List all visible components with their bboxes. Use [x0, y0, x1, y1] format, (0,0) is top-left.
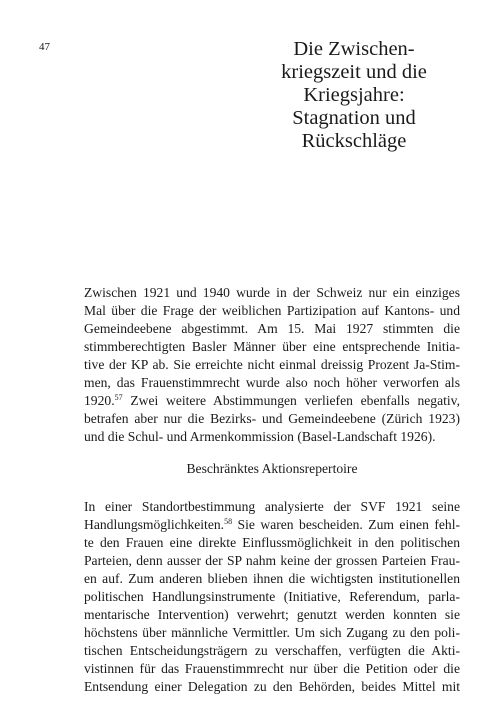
text-line: Zwischen 1921 und 1940 wurde in der Schweiz nur ein einziges — [84, 285, 460, 300]
footnote-ref-57[interactable]: 57 — [114, 393, 123, 402]
text-line: en auf. Zum anderen blieben ihnen die wichtigsten institutionellen — [84, 571, 460, 586]
text-line: politischen Handlungsinstrumente (Initiative, Referendum, parla- — [84, 589, 460, 604]
chapter-title-line: kriegszeit und die — [281, 61, 427, 83]
section-heading: Beschränktes Aktionsrepertoire — [186, 461, 358, 476]
text-line: stimmberechtigten Basler Männer über eine entsprechende Initia- — [84, 339, 460, 354]
text-line: mentarische Intervention) verwehrt; genutzt werden konnten sie — [84, 607, 460, 622]
text-line — [84, 516, 460, 534]
chapter-title — [250, 38, 458, 153]
text-line: Entsendung einer Delegation zu den Behörden, beides Mittel mit — [84, 679, 460, 694]
text-line: In einer Standortbestimmung analysierte der SVF 1921 seine — [84, 499, 460, 514]
text-line: Gemeindeebene abgestimmt. Am 15. Mai 1927 stimmten die — [84, 321, 460, 336]
chapter-title-line: Die Zwischen- — [293, 38, 415, 60]
text-line: tischen Entscheidungsträgern zu verschaffen, verfügten die Akti- — [84, 643, 460, 658]
text-line: betrafen aber nur die Bezirks- und Gemeindeebene (Zürich 1923) — [84, 411, 460, 426]
text-line — [84, 392, 460, 410]
chapter-title-line: Rückschläge — [301, 130, 407, 152]
chapter-title-line: Kriegsjahre: — [303, 84, 405, 106]
text-line: te den Frauen eine direkte Einflussmöglichkeit in den politischen — [84, 535, 460, 550]
body-paragraph-intro — [84, 284, 460, 446]
text-line: und die Schul- und Armenkommission (Basel-Landschaft 1926). — [84, 429, 436, 444]
text-fragment: Sie waren bescheiden. Zum einen fehl- — [232, 517, 460, 532]
chapter-title-line: Stagnation und — [292, 107, 416, 129]
text-line: Mal über die Frage der weiblichen Partizipation auf Kantons- und — [84, 303, 460, 318]
text-line: Parteien, denn ausser der SP nahm keine der grossen Parteien Frau- — [84, 553, 460, 568]
footnote-ref-58[interactable]: 58 — [224, 517, 233, 526]
text-fragment: Handlungsmöglichkeiten. — [84, 517, 225, 532]
text-line: höchstens über männliche Vermittler. Um sich Zugang zu den poli- — [84, 625, 460, 640]
text-fragment: Zwei weitere Abstimmungen verliefen ebenfalls negativ, — [122, 393, 460, 408]
page-number: 47 — [39, 41, 50, 53]
body-paragraph-actions — [84, 498, 460, 696]
text-line: vistinnen für das Frauenstimmrecht nur über die Petition oder die — [84, 661, 460, 676]
text-line: tive der KP ab. Sie erreichte nicht einmal dreissig Prozent Ja-Stim- — [84, 357, 460, 372]
text-line: men, das Frauenstimmrecht wurde also noch höher verworfen als — [84, 375, 460, 390]
text-fragment: 1920. — [84, 393, 115, 408]
